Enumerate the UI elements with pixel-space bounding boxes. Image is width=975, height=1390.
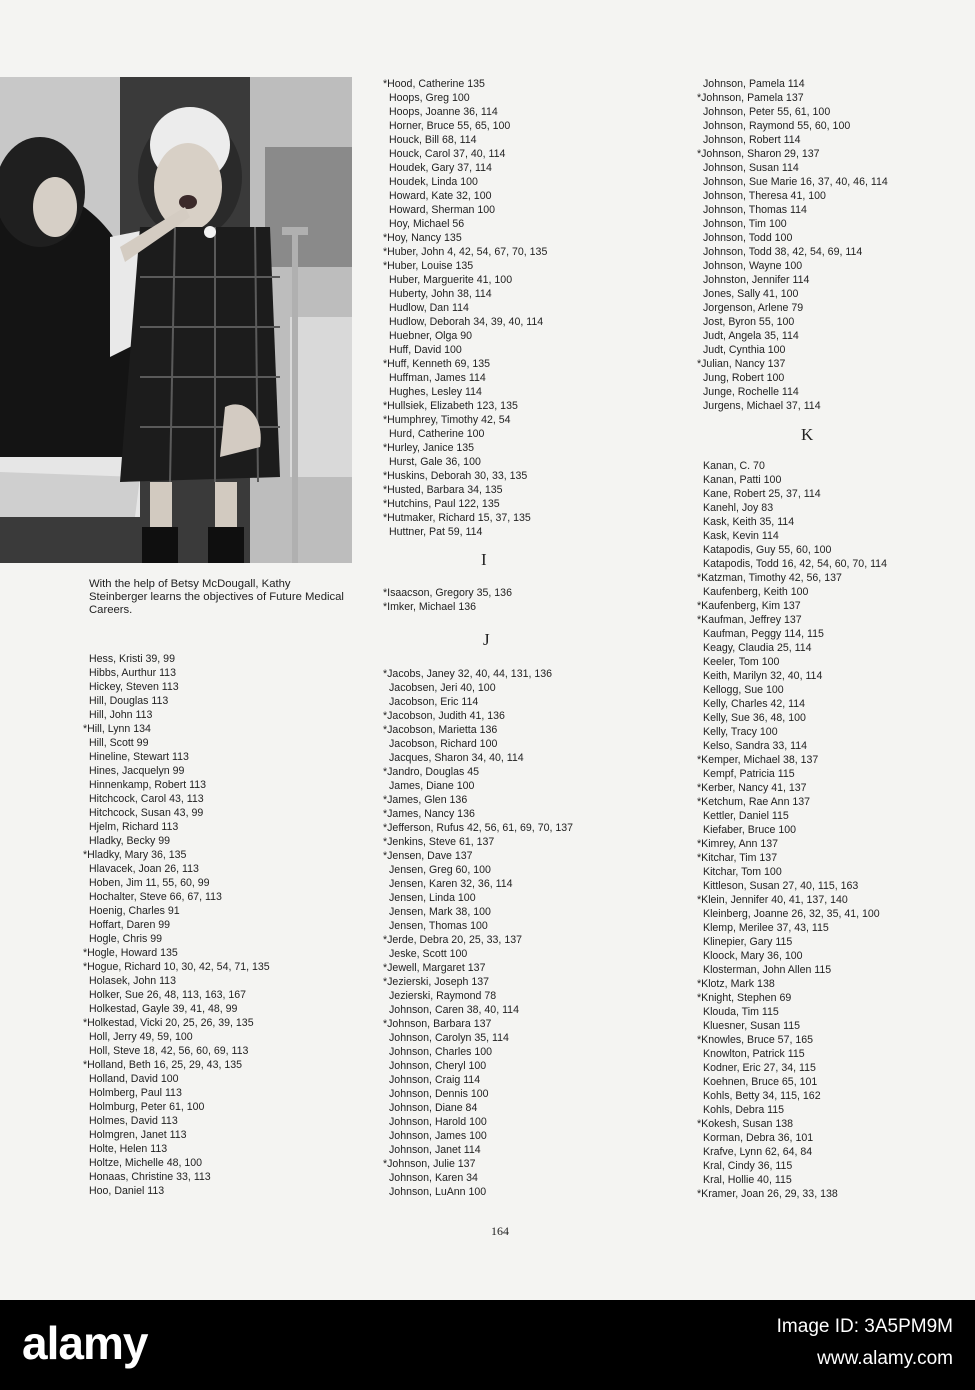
index-entry: Horner, Bruce 55, 65, 100 <box>389 120 511 132</box>
index-entry: * Julian, Nancy 137 <box>697 357 888 371</box>
index-entry: * Hogue, Richard 10, 30, 42, 54, 71, 135 <box>83 960 270 974</box>
index-entry: Klemp, Merilee 37, 43, 115 <box>703 922 829 934</box>
index-entry: * Hullsiek, Elizabeth 123, 135 <box>383 399 547 413</box>
watermark-footer <box>0 1300 975 1390</box>
index-entry: Johnson, Todd 100 <box>703 232 793 244</box>
index-entry: * Johnson, Sharon 29, 137 <box>697 147 888 161</box>
index-entry: * Klein, Jennifer 40, 41, 137, 140 <box>697 893 887 907</box>
index-entry: Huffman, James 114 <box>389 372 486 384</box>
index-entry: * Jensen, Dave 137 <box>383 849 573 863</box>
index-entry: Johnson, Charles 100 <box>389 1046 493 1058</box>
index-entry: Katapodis, Todd 16, 42, 54, 60, 70, 114 <box>703 558 887 570</box>
index-entry: Hogle, Chris 99 <box>89 933 163 945</box>
index-entry: * Kerber, Nancy 41, 137 <box>697 781 887 795</box>
index-entry: * Kitchar, Tim 137 <box>697 851 887 865</box>
index-entry: Johnson, Craig 114 <box>389 1074 481 1086</box>
index-entry: Kask, Keith 35, 114 <box>703 516 795 528</box>
index-entry: Hoben, Jim 11, 55, 60, 99 <box>89 877 210 889</box>
index-entry: * Hutmaker, Richard 15, 37, 135 <box>383 511 547 525</box>
index-entry: * Kramer, Joan 26, 29, 33, 138 <box>697 1187 887 1201</box>
index-entry: Johnson, Susan 114 <box>703 162 799 174</box>
index-entry: Klinepier, Gary 115 <box>703 936 793 948</box>
index-entry: Keeler, Tom 100 <box>703 656 780 668</box>
index-entry: Hickey, Steven 113 <box>89 681 179 693</box>
index-entry: * Kaufman, Jeffrey 137 <box>697 613 887 627</box>
index-entry: Johnson, Cheryl 100 <box>389 1060 487 1072</box>
index-entry: Keagy, Claudia 25, 114 <box>703 642 812 654</box>
photo-illustration <box>0 77 352 563</box>
index-entry: * Holkestad, Vicki 20, 25, 26, 39, 135 <box>83 1016 270 1030</box>
index-entry: * Huff, Kenneth 69, 135 <box>383 357 547 371</box>
index-entry: Johnson, Tim 100 <box>703 218 787 230</box>
index-entry: Kelso, Sandra 33, 114 <box>703 740 808 752</box>
index-entry: Hjelm, Richard 113 <box>89 821 179 833</box>
index-entry: * Hoy, Nancy 135 <box>383 231 547 245</box>
index-entry: Kellogg, Sue 100 <box>703 684 784 696</box>
index-entry: * James, Nancy 136 <box>383 807 573 821</box>
index-entry: Knowlton, Patrick 115 <box>703 1048 805 1060</box>
index-entry: * Jacobson, Marietta 136 <box>383 723 573 737</box>
index-entry: Jensen, Karen 32, 36, 114 <box>389 878 513 890</box>
index-entry: * James, Glen 136 <box>383 793 573 807</box>
index-entry: Johnson, Diane 84 <box>389 1102 478 1114</box>
index-entry: Johnson, Pamela 114 <box>703 78 805 90</box>
index-entry: Kral, Cindy 36, 115 <box>703 1160 793 1172</box>
index-entry: Junge, Rochelle 114 <box>703 386 799 398</box>
index-column-2-i <box>383 586 512 614</box>
index-entry: Korman, Debra 36, 101 <box>703 1132 814 1144</box>
index-entry: * Katzman, Timothy 42, 56, 137 <box>697 571 887 585</box>
alamy-logo: alamy <box>22 1317 148 1369</box>
index-entry: Jeske, Scott 100 <box>389 948 468 960</box>
index-entry: Hoy, Michael 56 <box>389 218 465 230</box>
index-entry: Kelly, Tracy 100 <box>703 726 778 738</box>
index-column-3-k <box>697 459 887 1201</box>
index-entry: Houdek, Gary 37, 114 <box>389 162 492 174</box>
index-entry: Huff, David 100 <box>389 344 462 356</box>
index-entry: Jurgens, Michael 37, 114 <box>703 400 821 412</box>
index-entry: * Kokesh, Susan 138 <box>697 1117 887 1131</box>
index-entry: * Humphrey, Timothy 42, 54 <box>383 413 547 427</box>
index-entry: * Hill, Lynn 134 <box>83 722 270 736</box>
index-entry: Kelly, Sue 36, 48, 100 <box>703 712 806 724</box>
index-entry: Hines, Jacquelyn 99 <box>89 765 185 777</box>
index-entry: * Jacobs, Janey 32, 40, 44, 131, 136 <box>383 667 573 681</box>
index-entry: Hladky, Becky 99 <box>89 835 171 847</box>
index-column-3-j <box>697 77 888 413</box>
index-entry: Hurst, Gale 36, 100 <box>389 456 481 468</box>
index-entry: Huebner, Olga 90 <box>389 330 473 342</box>
index-entry: * Husted, Barbara 34, 135 <box>383 483 547 497</box>
index-entry: Jacobsen, Jeri 40, 100 <box>389 682 496 694</box>
index-entry: Johnson, Janet 114 <box>389 1144 481 1156</box>
index-entry: Johnson, Harold 100 <box>389 1116 487 1128</box>
index-entry: Hoops, Greg 100 <box>389 92 470 104</box>
index-entry: James, Diane 100 <box>389 780 475 792</box>
index-entry: Holker, Sue 26, 48, 113, 163, 167 <box>89 989 247 1001</box>
index-entry: * Jefferson, Rufus 42, 56, 61, 69, 70, 137 <box>383 821 573 835</box>
index-entry: * Kemper, Michael 38, 137 <box>697 753 887 767</box>
index-entry: Kane, Robert 25, 37, 114 <box>703 488 821 500</box>
index-entry: Jung, Robert 100 <box>703 372 785 384</box>
index-entry: * Ketchum, Rae Ann 137 <box>697 795 887 809</box>
index-entry: * Hogle, Howard 135 <box>83 946 270 960</box>
index-entry: * Hutchins, Paul 122, 135 <box>383 497 547 511</box>
index-entry: * Hladky, Mary 36, 135 <box>83 848 270 862</box>
index-entry: Jacobson, Eric 114 <box>389 696 479 708</box>
index-entry: Hill, John 113 <box>89 709 153 721</box>
index-entry: Holtze, Michelle 48, 100 <box>89 1157 203 1169</box>
index-entry: Holmgren, Janet 113 <box>89 1129 187 1141</box>
index-entry: Jones, Sally 41, 100 <box>703 288 799 300</box>
index-entry: Johnson, Raymond 55, 60, 100 <box>703 120 851 132</box>
index-entry: Johnson, Thomas 114 <box>703 204 807 216</box>
index-entry: * Holland, Beth 16, 25, 29, 43, 135 <box>83 1058 270 1072</box>
index-entry: * Hurley, Janice 135 <box>383 441 547 455</box>
index-entry: Jensen, Linda 100 <box>389 892 476 904</box>
photo-medical-careers <box>0 77 352 563</box>
index-entry: Kodner, Eric 27, 34, 115 <box>703 1062 816 1074</box>
index-entry: Jacques, Sharon 34, 40, 114 <box>389 752 524 764</box>
index-entry: Kohls, Betty 34, 115, 162 <box>703 1090 821 1102</box>
index-entry: Johnson, Sue Marie 16, 37, 40, 46, 114 <box>703 176 888 188</box>
index-entry: Holland, David 100 <box>89 1073 179 1085</box>
footer-info <box>777 1300 953 1390</box>
index-entry: Jezierski, Raymond 78 <box>389 990 497 1002</box>
index-entry: Kral, Hollie 40, 115 <box>703 1174 792 1186</box>
image-id: Image ID: 3A5PM9M <box>776 1316 953 1337</box>
index-entry: Hurd, Catherine 100 <box>389 428 485 440</box>
index-entry: Houck, Bill 68, 114 <box>389 134 477 146</box>
index-entry: Kelly, Charles 42, 114 <box>703 698 806 710</box>
index-entry: Kask, Kevin 114 <box>703 530 779 542</box>
index-column-2-h <box>383 77 547 539</box>
index-entry: Huber, Marguerite 41, 100 <box>389 274 513 286</box>
index-entry: Hochalter, Steve 66, 67, 113 <box>89 891 222 903</box>
section-letter-i: I <box>481 550 487 569</box>
index-entry: Holmes, David 113 <box>89 1115 178 1127</box>
index-entry: Johnson, Theresa 41, 100 <box>703 190 826 202</box>
site-url: www.alamy.com <box>817 1348 953 1369</box>
index-entry: Johnson, LuAnn 100 <box>389 1186 487 1198</box>
index-entry: Huttner, Pat 59, 114 <box>389 526 483 538</box>
index-entry: Kluesner, Susan 115 <box>703 1020 800 1032</box>
index-entry: * Kimrey, Ann 137 <box>697 837 887 851</box>
index-entry: * Klotz, Mark 138 <box>697 977 887 991</box>
index-entry: Jost, Byron 55, 100 <box>703 316 795 328</box>
index-entry: Keith, Marilyn 32, 40, 114 <box>703 670 823 682</box>
index-entry: Klouda, Tim 115 <box>703 1006 779 1018</box>
index-entry: Kiefaber, Bruce 100 <box>703 824 797 836</box>
index-entry: Johnson, Karen 34 <box>389 1172 478 1184</box>
index-entry: * Jacobson, Judith 41, 136 <box>383 709 573 723</box>
index-entry: Kloock, Mary 36, 100 <box>703 950 803 962</box>
index-entry: Johnson, Dennis 100 <box>389 1088 489 1100</box>
index-entry: Judt, Cynthia 100 <box>703 344 786 356</box>
index-entry: Hineline, Stewart 113 <box>89 751 189 763</box>
index-entry: Kaufenberg, Keith 100 <box>703 586 809 598</box>
index-entry: Kettler, Daniel 115 <box>703 810 789 822</box>
index-entry: Jensen, Thomas 100 <box>389 920 488 932</box>
index-entry: Kempf, Patricia 115 <box>703 768 795 780</box>
index-entry: Hibbs, Aurthur 113 <box>89 667 176 679</box>
index-entry: * Kaufenberg, Kim 137 <box>697 599 887 613</box>
index-entry: Hudlow, Dan 114 <box>389 302 469 314</box>
index-entry: Krafve, Lynn 62, 64, 84 <box>703 1146 813 1158</box>
index-entry: Hitchcock, Susan 43, 99 <box>89 807 204 819</box>
index-entry: * Imker, Michael 136 <box>383 600 512 614</box>
index-entry: * Johnson, Pamela 137 <box>697 91 888 105</box>
index-entry: Honaas, Christine 33, 113 <box>89 1171 211 1183</box>
index-entry: Klosterman, John Allen 115 <box>703 964 832 976</box>
index-entry: * Jandro, Douglas 45 <box>383 765 573 779</box>
index-entry: Johnson, Caren 38, 40, 114 <box>389 1004 519 1016</box>
index-entry: Hlavacek, Joan 26, 113 <box>89 863 199 875</box>
index-entry: Holmburg, Peter 61, 100 <box>89 1101 205 1113</box>
index-entry: Johnson, Wayne 100 <box>703 260 803 272</box>
index-entry: * Huskins, Deborah 30, 33, 135 <box>383 469 547 483</box>
index-entry: Holasek, John 113 <box>89 975 176 987</box>
index-entry: Holl, Steve 18, 42, 56, 60, 69, 113 <box>89 1045 249 1057</box>
index-entry: Howard, Kate 32, 100 <box>389 190 492 202</box>
index-column-2-j <box>383 667 573 1199</box>
index-entry: Hudlow, Deborah 34, 39, 40, 114 <box>389 316 544 328</box>
index-entry: * Jewell, Margaret 137 <box>383 961 573 975</box>
index-entry: Holmberg, Paul 113 <box>89 1087 182 1099</box>
index-entry: Kaufman, Peggy 114, 115 <box>703 628 824 640</box>
index-entry: Hoo, Daniel 113 <box>89 1185 165 1197</box>
page-number: 164 <box>491 1224 509 1238</box>
index-entry: * Johnson, Barbara 137 <box>383 1017 573 1031</box>
index-entry: * Jezierski, Joseph 137 <box>383 975 573 989</box>
index-entry: Howard, Sherman 100 <box>389 204 495 216</box>
index-entry: Hinnenkamp, Robert 113 <box>89 779 206 791</box>
index-entry: Huberty, John 38, 114 <box>389 288 492 300</box>
index-entry: Houck, Carol 37, 40, 114 <box>389 148 506 160</box>
index-entry: Koehnen, Bruce 65, 101 <box>703 1076 818 1088</box>
section-letter-j: J <box>483 630 490 649</box>
index-entry: Kohls, Debra 115 <box>703 1104 785 1116</box>
photo-caption: With the help of Betsy McDougall, Kathy Steinberger learns the objectives of Future Medical Careers. <box>89 578 344 616</box>
index-entry: Kitchar, Tom 100 <box>703 866 782 878</box>
index-entry: * Hood, Catherine 135 <box>383 77 547 91</box>
index-entry: Judt, Angela 35, 114 <box>703 330 799 342</box>
index-entry: Kanan, Patti 100 <box>703 474 782 486</box>
index-entry: Hitchcock, Carol 43, 113 <box>89 793 204 805</box>
index-entry: * Knowles, Bruce 57, 165 <box>697 1033 887 1047</box>
index-entry: * Jerde, Debra 20, 25, 33, 137 <box>383 933 573 947</box>
index-entry: * Isaacson, Gregory 35, 136 <box>383 586 512 600</box>
index-entry: Johnson, Carolyn 35, 114 <box>389 1032 509 1044</box>
index-entry: * Huber, John 4, 42, 54, 67, 70, 135 <box>383 245 547 259</box>
index-entry: Hill, Douglas 113 <box>89 695 169 707</box>
index-entry: Jorgenson, Arlene 79 <box>703 302 804 314</box>
index-entry: Hill, Scott 99 <box>89 737 149 749</box>
index-entry: Johnston, Jennifer 114 <box>703 274 810 286</box>
index-entry: Kanehl, Joy 83 <box>703 502 774 514</box>
index-entry: Holl, Jerry 49, 59, 100 <box>89 1031 193 1043</box>
index-entry: Hoenig, Charles 91 <box>89 905 180 917</box>
index-column-1 <box>83 652 270 1198</box>
index-entry: Katapodis, Guy 55, 60, 100 <box>703 544 832 556</box>
index-entry: Kittleson, Susan 27, 40, 115, 163 <box>703 880 859 892</box>
index-entry: Holkestad, Gayle 39, 41, 48, 99 <box>89 1003 238 1015</box>
index-entry: Johnson, James 100 <box>389 1130 487 1142</box>
section-letter-k: K <box>801 425 814 444</box>
index-entry: * Huber, Louise 135 <box>383 259 547 273</box>
index-entry: Holte, Helen 113 <box>89 1143 168 1155</box>
index-entry: * Jenkins, Steve 61, 137 <box>383 835 573 849</box>
index-entry: Hoops, Joanne 36, 114 <box>389 106 498 118</box>
index-entry: Hess, Kristi 39, 99 <box>89 653 175 665</box>
index-entry: Jacobson, Richard 100 <box>389 738 498 750</box>
index-entry: Hoffart, Daren 99 <box>89 919 171 931</box>
index-entry: Kanan, C. 70 <box>703 460 765 472</box>
index-entry: Johnson, Todd 38, 42, 54, 69, 114 <box>703 246 863 258</box>
index-entry: Kleinberg, Joanne 26, 32, 35, 41, 100 <box>703 908 880 920</box>
index-entry: Jensen, Greg 60, 100 <box>389 864 491 876</box>
index-entry: * Knight, Stephen 69 <box>697 991 887 1005</box>
index-entry: * Johnson, Julie 137 <box>383 1157 573 1171</box>
index-entry: Johnson, Robert 114 <box>703 134 801 146</box>
index-entry: Jensen, Mark 38, 100 <box>389 906 491 918</box>
index-entry: Hughes, Lesley 114 <box>389 386 482 398</box>
index-entry: Houdek, Linda 100 <box>389 176 478 188</box>
index-entry: Johnson, Peter 55, 61, 100 <box>703 106 831 118</box>
